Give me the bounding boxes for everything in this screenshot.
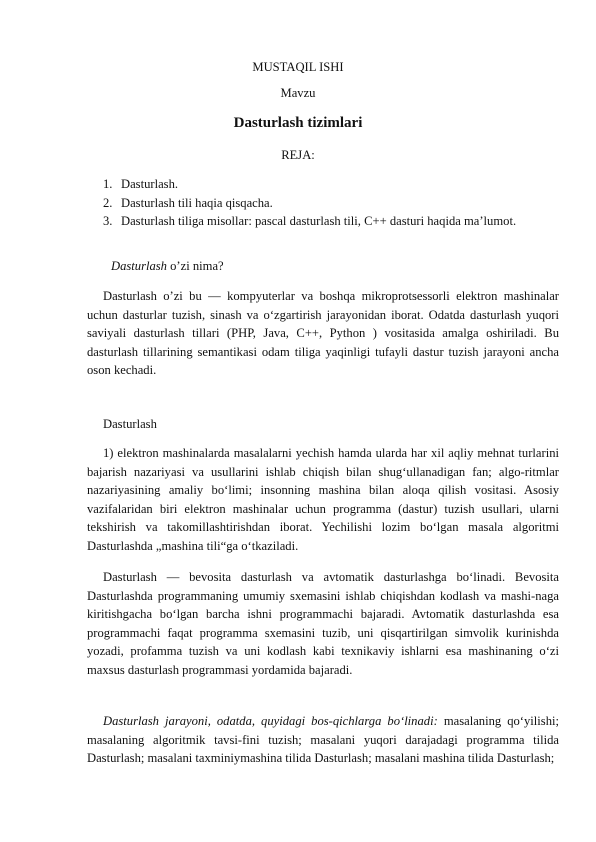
plan-item-number: 1. [103, 177, 113, 191]
document-title: Dasturlash tizimlari [233, 115, 363, 131]
paragraph-types: Dasturlash — bevosita dasturlash va avtomatik dasturlashga bo‘linadi. Bevosita Dasturlashda programmaning umumiy sxemasini ishlab chiqishdan kodlash va mashi-naga kiritishgacha bo‘lgan barcha ishni programmachi bajaradi. Avtomatik dasturlashda esa programmachi faqat programma sxemasini tuzib, uni qisqartirilgan simvolik kurinishda yozadi, profamma tuzish va uni kodlash kabi texnikaviy ishlarni esa mashinaning o‘zi maxsus dasturlash programmasi yordamida bajaradi. [87, 570, 559, 677]
paragraph-theory: 1) elektron mashinalarda masalalarni yechish hamda ularda har xil aqliy mehnat turlarini bajarish nazariyasi va usullarini ishlab chiqish bilan shug‘ullanadigan fan; algo-ritmlar nazariyasining amaliy bo‘limi; insonning mashina bilan aloqa qilish vositasi. Asosiy vazifalaridan biri elektron mashinalar uchun programma (dastur) tuzish usullari, ularni tekshirish va takomillashtirishdan iborat. Yechilishi lozim bo‘lgan masala algoritmi Dasturlashda „mashina tili“ga o‘tkaziladi. [87, 446, 559, 553]
plan-item [103, 194, 523, 213]
section-heading: Dasturlash [103, 417, 157, 431]
plan-item [103, 212, 523, 231]
plan-item-text: Dasturlash. [121, 177, 179, 191]
plan-list [103, 175, 523, 231]
document-label: MUSTAQIL ISHI [252, 60, 344, 74]
plan-label: REJA: [281, 148, 315, 162]
paragraph-definition: Dasturlash o’zi bu — kompyuterlar va boshqa mikroprotsessorli elektron mashinalar uchun dasturlar tuzish, sinash va o‘zgartirish jarayonidan iborat. Odatda dasturlash yuqori saviyali dasturlash tillari (PHP, Java, C++, Python ) vositasida amalga oshiriladi. Bu dasturlash tillarining semantikasi odam tiliga yaqinligi tufayli dastur tuzish jarayoni ancha oson kechadi. [87, 289, 559, 377]
stages-text: masalaning qo‘yilishi; masalaning algoritmik tavsi-fini tuzish; masalani yuqori darajadagi programma tilida Dasturlash; masalani taxminiymashina tilida Dasturlash; masalani mashina tilida Dasturlash; [87, 714, 559, 765]
plan-item-number: 2. [103, 195, 113, 210]
question-term: Dasturlash [111, 259, 167, 273]
stages-lead: Dasturlash jarayoni, odatda, quyidagi bos-qichlarga bo‘linadi: [103, 714, 438, 728]
subject-label: Mavzu [280, 86, 316, 100]
plan-item-text: Dasturlash tiliga misollar: pascal dasturlash tili, C++ dasturi haqida ma’lumot. [121, 214, 517, 229]
question-text: o’zi nima? [166, 259, 224, 273]
question-heading [111, 259, 224, 274]
paragraph-stages [87, 712, 559, 768]
plan-item-text: Dasturlash tili haqia qisqacha. [121, 195, 273, 210]
plan-item [103, 175, 523, 194]
plan-item-number: 3. [103, 214, 113, 229]
